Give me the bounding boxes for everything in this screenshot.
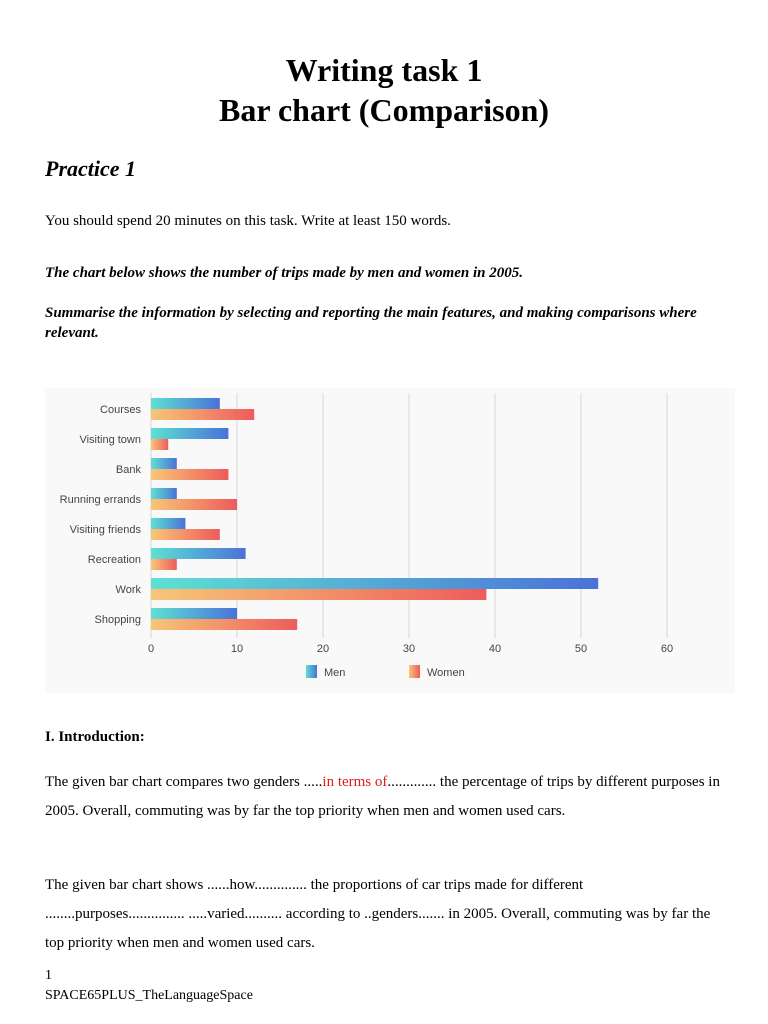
- legend-swatch-women: [409, 665, 420, 678]
- bar-men: [151, 608, 237, 619]
- bar-men: [151, 428, 228, 439]
- legend-swatch-men: [306, 665, 317, 678]
- instruction-text: You should spend 20 minutes on this task. Write at least 150 words.: [45, 213, 451, 229]
- category-label: Visiting town: [79, 434, 141, 446]
- bar-women: [151, 499, 237, 510]
- legend-label: Women: [427, 667, 465, 679]
- category-label: Visiting friends: [69, 524, 141, 536]
- bar-men: [151, 548, 246, 559]
- bar-women: [151, 619, 297, 630]
- category-label: Courses: [100, 404, 141, 416]
- x-tick-label: 0: [147, 643, 155, 655]
- legend-label: Men: [324, 667, 346, 679]
- bar-women: [151, 409, 254, 420]
- paragraph-1-end: ............. the percentage of trips by different purposes in 2005. Overall, commuting was by far the top priority when men and women used cars.: [45, 774, 720, 819]
- page-number: 1: [45, 968, 52, 983]
- bar-women: [151, 529, 220, 540]
- page-title: Writing task 1: [285, 52, 483, 88]
- category-label: Shopping: [94, 614, 141, 626]
- bar-women: [151, 589, 486, 600]
- category-label: Bank: [115, 464, 141, 476]
- bar-women: [151, 439, 168, 450]
- category-label: Work: [115, 584, 141, 596]
- x-tick-label: 20: [316, 643, 330, 655]
- paragraph-2: The given bar chart shows ......how.............. the proportions of car trips made for different ........purposes............... .....varied.......... according to ..genders....... in 2005. Overall, commuting was by far the top priority when men and women used cars.: [45, 877, 711, 951]
- x-tick-label: 10: [230, 643, 244, 655]
- task-prompt: Summarise the information by selecting and reporting the main features, and making comparisons where relevant.: [45, 305, 697, 341]
- category-label: Recreation: [87, 554, 141, 566]
- x-tick-label: 30: [402, 643, 416, 655]
- bar-men: [151, 578, 598, 589]
- x-tick-label: 40: [488, 643, 502, 655]
- page-subtitle: Bar chart (Comparison): [218, 92, 550, 128]
- paragraph-1-start: The given bar chart compares two genders .....: [45, 774, 323, 790]
- bar-men: [151, 398, 220, 409]
- bar-men: [151, 518, 185, 529]
- practice-heading: Practice 1: [45, 156, 137, 181]
- footer-text: SPACE65PLUS_TheLanguageSpace: [45, 988, 253, 1003]
- bar-chart-svg: [45, 388, 735, 693]
- section-heading: I. Introduction:: [45, 729, 145, 745]
- paragraph-1: [45, 768, 725, 826]
- x-tick-label: 60: [660, 643, 674, 655]
- bar-women: [151, 559, 177, 570]
- bar-men: [151, 458, 177, 469]
- bar-women: [151, 469, 228, 480]
- x-tick-label: 50: [574, 643, 588, 655]
- bar-men: [151, 488, 177, 499]
- bar-chart: [45, 388, 735, 693]
- highlighted-phrase: in terms of: [322, 774, 388, 790]
- category-label: Running errands: [59, 494, 141, 506]
- task-description: The chart below shows the number of trips made by men and women in 2005.: [45, 265, 523, 281]
